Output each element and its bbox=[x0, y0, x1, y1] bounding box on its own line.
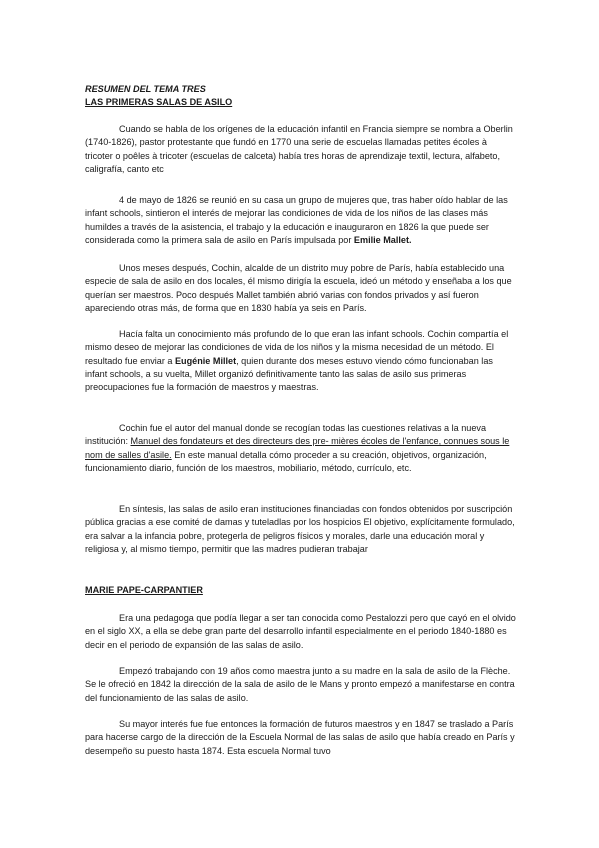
eugenie-millet-name: Eugénie Millet bbox=[174, 355, 237, 366]
paragraph-mallet bbox=[85, 194, 517, 247]
document-title-block bbox=[85, 83, 517, 110]
paragraph-manual-text-b: En este manual detalla cómo proceder a su creación, objetivos, organización, funcionamiento diario, función de los maestros, mobiliario, método, currículo, etc. bbox=[85, 449, 487, 473]
document-subtitle: LAS PRIMERAS SALAS DE ASILO bbox=[85, 97, 233, 108]
paragraph-oberlin: Cuando se habla de los orígenes de la educación infantil en Francia siempre se nombra a Oberlin (1740-1826), pastor protestante que fundó en 1770 una serie de escuelas llamadas petites écoles à tricoter o poêles à tricoter (escuelas de calceta) había tres horas de aprendizaje textil, lectura, alfabeto, caligrafía, canto etc bbox=[85, 124, 513, 174]
paragraph-millet-text-b: , quien durante dos meses estuvo viendo cómo funcionaban las infant schools, a su vuelta, Millet organizó definitivamente tanto las salas de asilo sus primeras preocupaciones fue la formación de maestros y maestras. bbox=[85, 355, 493, 393]
manual-title: Manuel des fondateurs et des directeurs des pre- mières écoles de l'enfance, connues sous le nom de salles d'asile. bbox=[85, 436, 510, 460]
paragraph-pedagoga: Era una pedagoga que podía llegar a ser tan conocida como Pestalozzi pero que cayó en el olvido en el siglo XX, a ella se debe gran parte del desarrollo infantil especialmente en el periodo 1840-1880 es decir en el periodo de expansión de las salas de asilo. bbox=[85, 613, 516, 650]
document-title: RESUMEN DEL TEMA TRES bbox=[85, 84, 206, 94]
paragraph-interes: Su mayor interés fue fue entonces la formación de futuros maestros y en 1847 se traslado a París para hacerse cargo de la dirección de la Escuela Normal de las salas de asilo que había creado en París y desempeño su puesto hasta 1874. Esta escuela Normal tuvo bbox=[85, 719, 515, 756]
paragraph-manual-text-a: Cochin fue el autor del manual donde se recogían todas las cuestiones relativas a la nueva institución: bbox=[85, 423, 487, 447]
emilie-mallet-name: Emilie Mallet. bbox=[353, 234, 412, 245]
section-heading-pape-carpantier: MARIE PAPE-CARPANTIER bbox=[85, 585, 203, 595]
paragraph-manual bbox=[85, 422, 517, 475]
paragraph-mallet-text: 4 de mayo de 1826 se reunió en su casa un grupo de mujeres que, tras haber oído hablar de las infant schools, sintieron el interés de mejorar las condiciones de vida de los niños de las clases más humildes a través de la asistencia, el trabajo y la educación e inauguraron en 1826 la que puede ser considerada como la primera sala de asilo en París impulsada por bbox=[85, 195, 508, 245]
paragraph-sintesis: En síntesis, las salas de asilo eran instituciones financiadas con fondos obtenidos por suscripción pública gracias a ese comité de damas y tuteladlas por los hospicios El objetivo, explícitamente formulado, era salvar a la infancia pobre, protegerla de peligros físicos y morales, darle una educación moral y religiosa y, al mismo tiempo, permitir que las madres pudieran trabajar bbox=[85, 504, 515, 554]
paragraph-cochin: Unos meses después, Cochin, alcalde de un distrito muy pobre de París, había establecido una especie de sala de asilo en dos locales, él mismo dirigía la escuela, ideó un método y enseñaba a los que querían ser maestros. Poco después Mallet también abrió varias con fondos privados y así fueron apareciendo otras más, de forma que en 1830 había ya seis en París. bbox=[85, 263, 512, 313]
paragraph-empezo: Empezó trabajando con 19 años como maestra junto a su madre en la sala de asilo de la Flèche. Se le ofreció en 1842 la dirección de la sala de asilo de le Mans y pronto empezó a manifestarse en contra del funcionamiento de las salas de asilo. bbox=[85, 666, 515, 703]
paragraph-millet-text-a: Hacía falta un conocimiento más profundo de lo que eran las infant schools. Cochin compartía el mismo deseo de mejorar las condiciones de vida de los niños y la misma necesidad de un método. El resultado fue enviar a bbox=[85, 329, 509, 366]
paragraph-millet bbox=[85, 328, 517, 394]
